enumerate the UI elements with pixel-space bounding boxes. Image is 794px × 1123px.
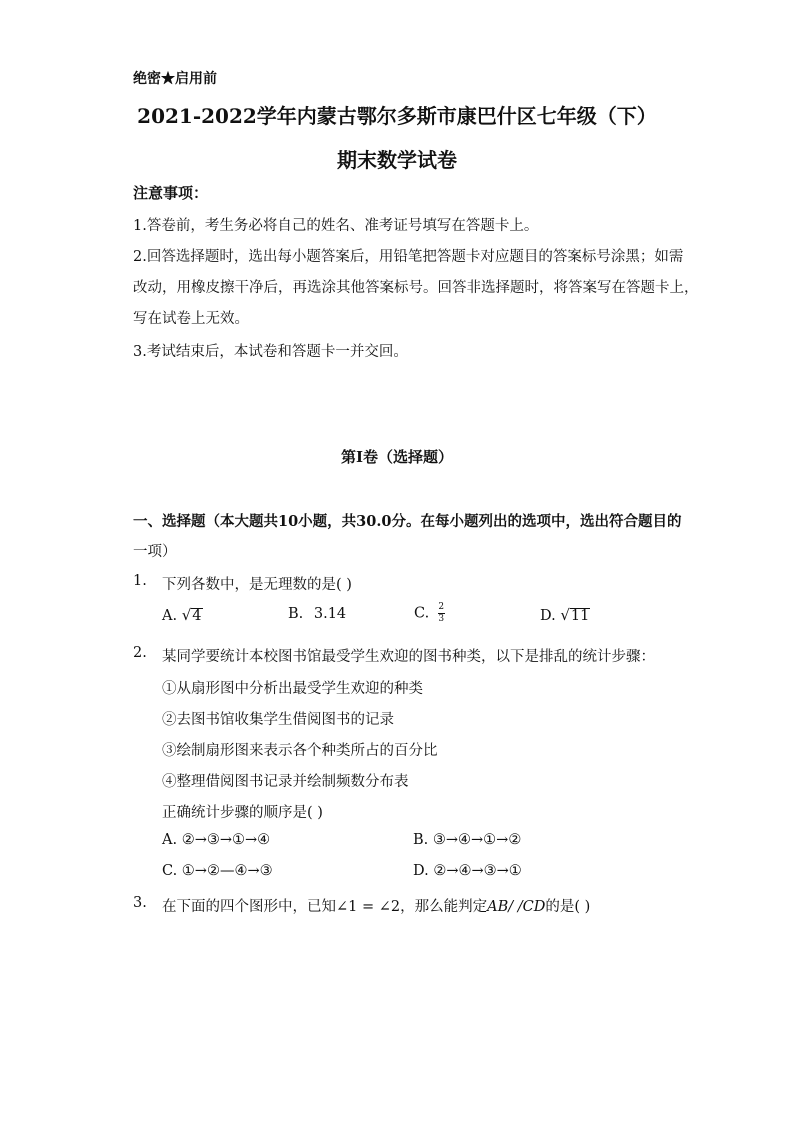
option-d[interactable] — [540, 606, 590, 625]
option-value: 3.14 — [313, 606, 347, 622]
exam-title: 2021-2022学年内蒙古鄂尔多斯市康巴什区七年级（下） — [137, 104, 657, 128]
step-item: ①从扇形图中分析出最受学生欢迎的种类 — [162, 681, 423, 697]
question-stem: 下列各数中，是无理数的是( ) — [162, 577, 352, 593]
question-stem: 某同学要统计本校图书馆最受学生欢迎的图书种类，以下是排乱的统计步骤： — [162, 649, 655, 665]
section-heading-cont: 一项） — [133, 544, 177, 560]
option-b[interactable] — [288, 606, 346, 622]
question-number: 1. — [133, 573, 147, 589]
option-c[interactable]: C. ①→②—④→③ — [162, 863, 273, 879]
option-label: C. — [414, 605, 430, 622]
question-stem — [162, 895, 590, 916]
stem-text: 在下面的四个图形中，已知∠1 = ∠2，那么能判定 — [162, 899, 488, 915]
confidential-label: 绝密★启用前 — [133, 71, 217, 87]
option-d[interactable]: D. ②→④→③→① — [413, 863, 522, 879]
denominator: 3 — [438, 614, 445, 624]
question-prompt: 正确统计步骤的顺序是( ) — [162, 805, 323, 821]
option-c[interactable] — [414, 603, 445, 624]
radicand: 11 — [570, 608, 590, 624]
step-item: ④整理借阅图书记录并绘制频数分布表 — [162, 774, 409, 790]
stem-text: 的是( ) — [545, 899, 591, 915]
sqrt-expression: √4 — [181, 606, 202, 624]
notice-item-1: 1.答卷前，考生务必将自己的姓名、准考证号填写在答题卡上。 — [133, 218, 539, 234]
notice-item-2-line-2: 改动，用橡皮擦干净后，再选涂其他答案标号。回答非选择题时，将答案写在答题卡上， — [133, 280, 699, 296]
radicand: 4 — [192, 608, 202, 624]
section-heading: 一、选择题（本大题共10小题，共30.0分。在每小题列出的选项中，选出符合题目的 — [133, 513, 682, 530]
question-number: 2. — [133, 645, 147, 661]
option-label: B. — [288, 606, 304, 622]
sqrt-expression: √11 — [560, 606, 590, 624]
notice-heading: 注意事项： — [133, 184, 209, 202]
step-item: ②去图书馆收集学生借阅图书的记录 — [162, 712, 394, 728]
exam-subtitle: 期末数学试卷 — [337, 148, 457, 172]
option-label: A. — [162, 608, 178, 624]
option-label: D. — [540, 608, 556, 624]
question-number: 3. — [133, 895, 147, 911]
numerator: 2 — [438, 602, 445, 612]
option-a[interactable] — [162, 606, 203, 625]
notice-item-2-line-3: 写在试卷上无效。 — [133, 311, 249, 327]
option-a[interactable]: A. ②→③→①→④ — [162, 832, 271, 848]
volume-title: 第I卷（选择题） — [340, 448, 454, 466]
option-b[interactable]: B. ③→④→①→② — [413, 832, 522, 848]
notice-item-2-line-1: 2.回答选择题时，选出每小题答案后，用铅笔把答题卡对应题目的答案标号涂黑；如需 — [133, 249, 684, 265]
math-expression: AB/ /CD — [487, 899, 546, 915]
fraction — [438, 603, 445, 624]
step-item: ③绘制扇形图来表示各个种类所占的百分比 — [162, 743, 438, 759]
notice-item-3: 3.考试结束后，本试卷和答题卡一并交回。 — [133, 344, 408, 360]
